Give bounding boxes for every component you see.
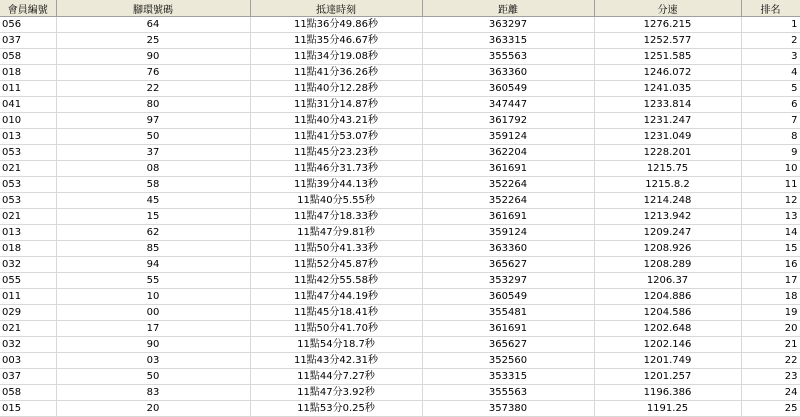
- arrival-time-cell: 11點53分0.25秒: [250, 401, 422, 417]
- rank-cell: 20: [741, 321, 800, 337]
- rank-cell: 2: [741, 33, 800, 49]
- rank-cell: 3: [741, 49, 800, 65]
- rank-cell: 17: [741, 273, 800, 289]
- ring-number-cell: 50: [56, 369, 250, 385]
- table-row[interactable]: [0, 385, 800, 401]
- rank-cell: 15: [741, 241, 800, 257]
- arrival-time-cell: 11點50分41.70秒: [250, 321, 422, 337]
- table-row[interactable]: [0, 81, 800, 97]
- ring-number-cell: 25: [56, 33, 250, 49]
- member-id-cell: 018: [0, 65, 56, 81]
- ring-number-cell: 85: [56, 241, 250, 257]
- distance-cell: 357380: [422, 401, 594, 417]
- distance-cell: 360549: [422, 289, 594, 305]
- arrival-time-cell: 11點47分18.33秒: [250, 209, 422, 225]
- member-id-cell: 055: [0, 273, 56, 289]
- speed-cell: 1204.886: [594, 289, 741, 305]
- member-id-cell: 013: [0, 129, 56, 145]
- member-id-cell: 058: [0, 49, 56, 65]
- member-id-cell: 013: [0, 225, 56, 241]
- rank-cell: 25: [741, 401, 800, 417]
- distance-cell: 362204: [422, 145, 594, 161]
- distance-cell: 347447: [422, 97, 594, 113]
- rank-cell: 5: [741, 81, 800, 97]
- speed-cell: 1208.926: [594, 241, 741, 257]
- ring-number-cell: 03: [56, 353, 250, 369]
- member-id-cell: 056: [0, 17, 56, 33]
- speed-cell: 1191.25: [594, 401, 741, 417]
- rank-cell: 23: [741, 369, 800, 385]
- speed-cell: 1252.577: [594, 33, 741, 49]
- arrival-time-cell: 11點46分31.73秒: [250, 161, 422, 177]
- arrival-time-cell: 11點45分23.23秒: [250, 145, 422, 161]
- member-id-cell: 053: [0, 177, 56, 193]
- speed-cell: 1251.585: [594, 49, 741, 65]
- member-id-cell: 037: [0, 33, 56, 49]
- speed-cell: 1209.247: [594, 225, 741, 241]
- distance-cell: 360549: [422, 81, 594, 97]
- distance-cell: 352560: [422, 353, 594, 369]
- speed-cell: 1196.386: [594, 385, 741, 401]
- member-id-cell: 021: [0, 321, 56, 337]
- ring-number-cell: 80: [56, 97, 250, 113]
- table-row[interactable]: [0, 17, 800, 33]
- table-body: [0, 17, 800, 417]
- member-id-cell: 015: [0, 401, 56, 417]
- rank-cell: 24: [741, 385, 800, 401]
- speed-cell: 1228.201: [594, 145, 741, 161]
- arrival-time-cell: 11點36分49.86秒: [250, 17, 422, 33]
- arrival-time-cell: 11點54分18.7秒: [250, 337, 422, 353]
- arrival-time-cell: 11點42分55.58秒: [250, 273, 422, 289]
- rank-cell: 14: [741, 225, 800, 241]
- ring-number-cell: 00: [56, 305, 250, 321]
- ring-number-cell: 17: [56, 321, 250, 337]
- distance-cell: 363315: [422, 33, 594, 49]
- ring-number-cell: 62: [56, 225, 250, 241]
- table-row[interactable]: [0, 337, 800, 353]
- rank-cell: 19: [741, 305, 800, 321]
- speed-cell: 1215.8.2: [594, 177, 741, 193]
- table-row[interactable]: [0, 273, 800, 289]
- arrival-time-cell: 11點47分9.81秒: [250, 225, 422, 241]
- table-row[interactable]: [0, 289, 800, 305]
- table-row[interactable]: [0, 161, 800, 177]
- column-header-member-id[interactable]: 會員編號: [0, 0, 56, 17]
- rank-cell: 21: [741, 337, 800, 353]
- member-id-cell: 053: [0, 145, 56, 161]
- member-id-cell: 011: [0, 289, 56, 305]
- ring-number-cell: 45: [56, 193, 250, 209]
- rank-cell: 12: [741, 193, 800, 209]
- arrival-time-cell: 11點35分46.67秒: [250, 33, 422, 49]
- distance-cell: 361792: [422, 113, 594, 129]
- column-header-rank[interactable]: 排名: [741, 0, 800, 17]
- table-row[interactable]: [0, 241, 800, 257]
- speed-cell: 1214.248: [594, 193, 741, 209]
- table-row[interactable]: [0, 401, 800, 417]
- arrival-time-cell: 11點40分43.21秒: [250, 113, 422, 129]
- speed-cell: 1208.289: [594, 257, 741, 273]
- speed-cell: 1204.586: [594, 305, 741, 321]
- arrival-time-cell: 11點43分42.31秒: [250, 353, 422, 369]
- table-row[interactable]: [0, 225, 800, 241]
- ring-number-cell: 83: [56, 385, 250, 401]
- speed-cell: 1213.942: [594, 209, 741, 225]
- rank-cell: 9: [741, 145, 800, 161]
- ring-number-cell: 58: [56, 177, 250, 193]
- rank-cell: 16: [741, 257, 800, 273]
- ring-number-cell: 97: [56, 113, 250, 129]
- arrival-time-cell: 11點45分18.41秒: [250, 305, 422, 321]
- distance-cell: 365627: [422, 257, 594, 273]
- distance-cell: 353297: [422, 273, 594, 289]
- ring-number-cell: 22: [56, 81, 250, 97]
- ring-number-cell: 37: [56, 145, 250, 161]
- distance-cell: 353315: [422, 369, 594, 385]
- rank-cell: 11: [741, 177, 800, 193]
- arrival-time-cell: 11點31分14.87秒: [250, 97, 422, 113]
- distance-cell: 359124: [422, 129, 594, 145]
- ring-number-cell: 08: [56, 161, 250, 177]
- speed-cell: 1206.37: [594, 273, 741, 289]
- arrival-time-cell: 11點41分53.07秒: [250, 129, 422, 145]
- member-id-cell: 058: [0, 385, 56, 401]
- arrival-time-cell: 11點34分19.08秒: [250, 49, 422, 65]
- table-row[interactable]: [0, 209, 800, 225]
- table-row[interactable]: [0, 369, 800, 385]
- arrival-time-cell: 11點44分7.27秒: [250, 369, 422, 385]
- distance-cell: 363360: [422, 241, 594, 257]
- member-id-cell: 032: [0, 257, 56, 273]
- distance-cell: 363360: [422, 65, 594, 81]
- arrival-time-cell: 11點40分5.55秒: [250, 193, 422, 209]
- distance-cell: 365627: [422, 337, 594, 353]
- table-row[interactable]: [0, 193, 800, 209]
- distance-cell: 363297: [422, 17, 594, 33]
- distance-cell: 361691: [422, 321, 594, 337]
- ring-number-cell: 15: [56, 209, 250, 225]
- table-row[interactable]: [0, 177, 800, 193]
- ring-number-cell: 20: [56, 401, 250, 417]
- distance-cell: 355563: [422, 49, 594, 65]
- speed-cell: 1231.049: [594, 129, 741, 145]
- table-row[interactable]: [0, 321, 800, 337]
- table-row[interactable]: [0, 113, 800, 129]
- table-row[interactable]: [0, 65, 800, 81]
- table-row[interactable]: [0, 257, 800, 273]
- speed-cell: 1201.749: [594, 353, 741, 369]
- ring-number-cell: 94: [56, 257, 250, 273]
- ring-number-cell: 90: [56, 49, 250, 65]
- ring-number-cell: 55: [56, 273, 250, 289]
- distance-cell: 355563: [422, 385, 594, 401]
- rank-cell: 6: [741, 97, 800, 113]
- ring-number-cell: 10: [56, 289, 250, 305]
- member-id-cell: 021: [0, 161, 56, 177]
- distance-cell: 352264: [422, 193, 594, 209]
- arrival-time-cell: 11點39分44.13秒: [250, 177, 422, 193]
- rank-cell: 10: [741, 161, 800, 177]
- arrival-time-cell: 11點52分45.87秒: [250, 257, 422, 273]
- rank-cell: 13: [741, 209, 800, 225]
- speed-cell: 1241.035: [594, 81, 741, 97]
- distance-cell: 355481: [422, 305, 594, 321]
- arrival-time-cell: 11點47分44.19秒: [250, 289, 422, 305]
- arrival-time-cell: 11點40分12.28秒: [250, 81, 422, 97]
- distance-cell: 361691: [422, 161, 594, 177]
- ring-number-cell: 64: [56, 17, 250, 33]
- member-id-cell: 010: [0, 113, 56, 129]
- distance-cell: 359124: [422, 225, 594, 241]
- member-id-cell: 011: [0, 81, 56, 97]
- header-row: [0, 0, 800, 17]
- distance-cell: 352264: [422, 177, 594, 193]
- column-header-ring-number[interactable]: 腳環號碼: [56, 0, 250, 17]
- rank-cell: 8: [741, 129, 800, 145]
- rank-cell: 1: [741, 17, 800, 33]
- table-row[interactable]: [0, 97, 800, 113]
- ring-number-cell: 76: [56, 65, 250, 81]
- member-id-cell: 029: [0, 305, 56, 321]
- speed-cell: 1202.648: [594, 321, 741, 337]
- arrival-time-cell: 11點41分36.26秒: [250, 65, 422, 81]
- speed-cell: 1202.146: [594, 337, 741, 353]
- member-id-cell: 003: [0, 353, 56, 369]
- speed-cell: 1201.257: [594, 369, 741, 385]
- member-id-cell: 018: [0, 241, 56, 257]
- ring-number-cell: 90: [56, 337, 250, 353]
- table-row[interactable]: [0, 129, 800, 145]
- rank-cell: 18: [741, 289, 800, 305]
- column-header-speed[interactable]: 分速: [594, 0, 741, 17]
- arrival-time-cell: 11點50分41.33秒: [250, 241, 422, 257]
- speed-cell: 1276.215: [594, 17, 741, 33]
- table-row[interactable]: [0, 145, 800, 161]
- member-id-cell: 037: [0, 369, 56, 385]
- member-id-cell: 032: [0, 337, 56, 353]
- column-header-distance[interactable]: 距離: [422, 0, 594, 17]
- member-id-cell: 041: [0, 97, 56, 113]
- rank-cell: 7: [741, 113, 800, 129]
- member-id-cell: 053: [0, 193, 56, 209]
- speed-cell: 1246.072: [594, 65, 741, 81]
- distance-cell: 361691: [422, 209, 594, 225]
- speed-cell: 1233.814: [594, 97, 741, 113]
- column-header-arrival-time[interactable]: 抵達時刻: [250, 0, 422, 17]
- arrival-time-cell: 11點47分3.92秒: [250, 385, 422, 401]
- speed-cell: 1231.247: [594, 113, 741, 129]
- rank-cell: 4: [741, 65, 800, 81]
- table-row[interactable]: [0, 33, 800, 49]
- ring-number-cell: 50: [56, 129, 250, 145]
- table-row[interactable]: [0, 49, 800, 65]
- table-row[interactable]: [0, 305, 800, 321]
- speed-cell: 1215.75: [594, 161, 741, 177]
- table-row[interactable]: [0, 353, 800, 369]
- rank-cell: 22: [741, 353, 800, 369]
- member-id-cell: 021: [0, 209, 56, 225]
